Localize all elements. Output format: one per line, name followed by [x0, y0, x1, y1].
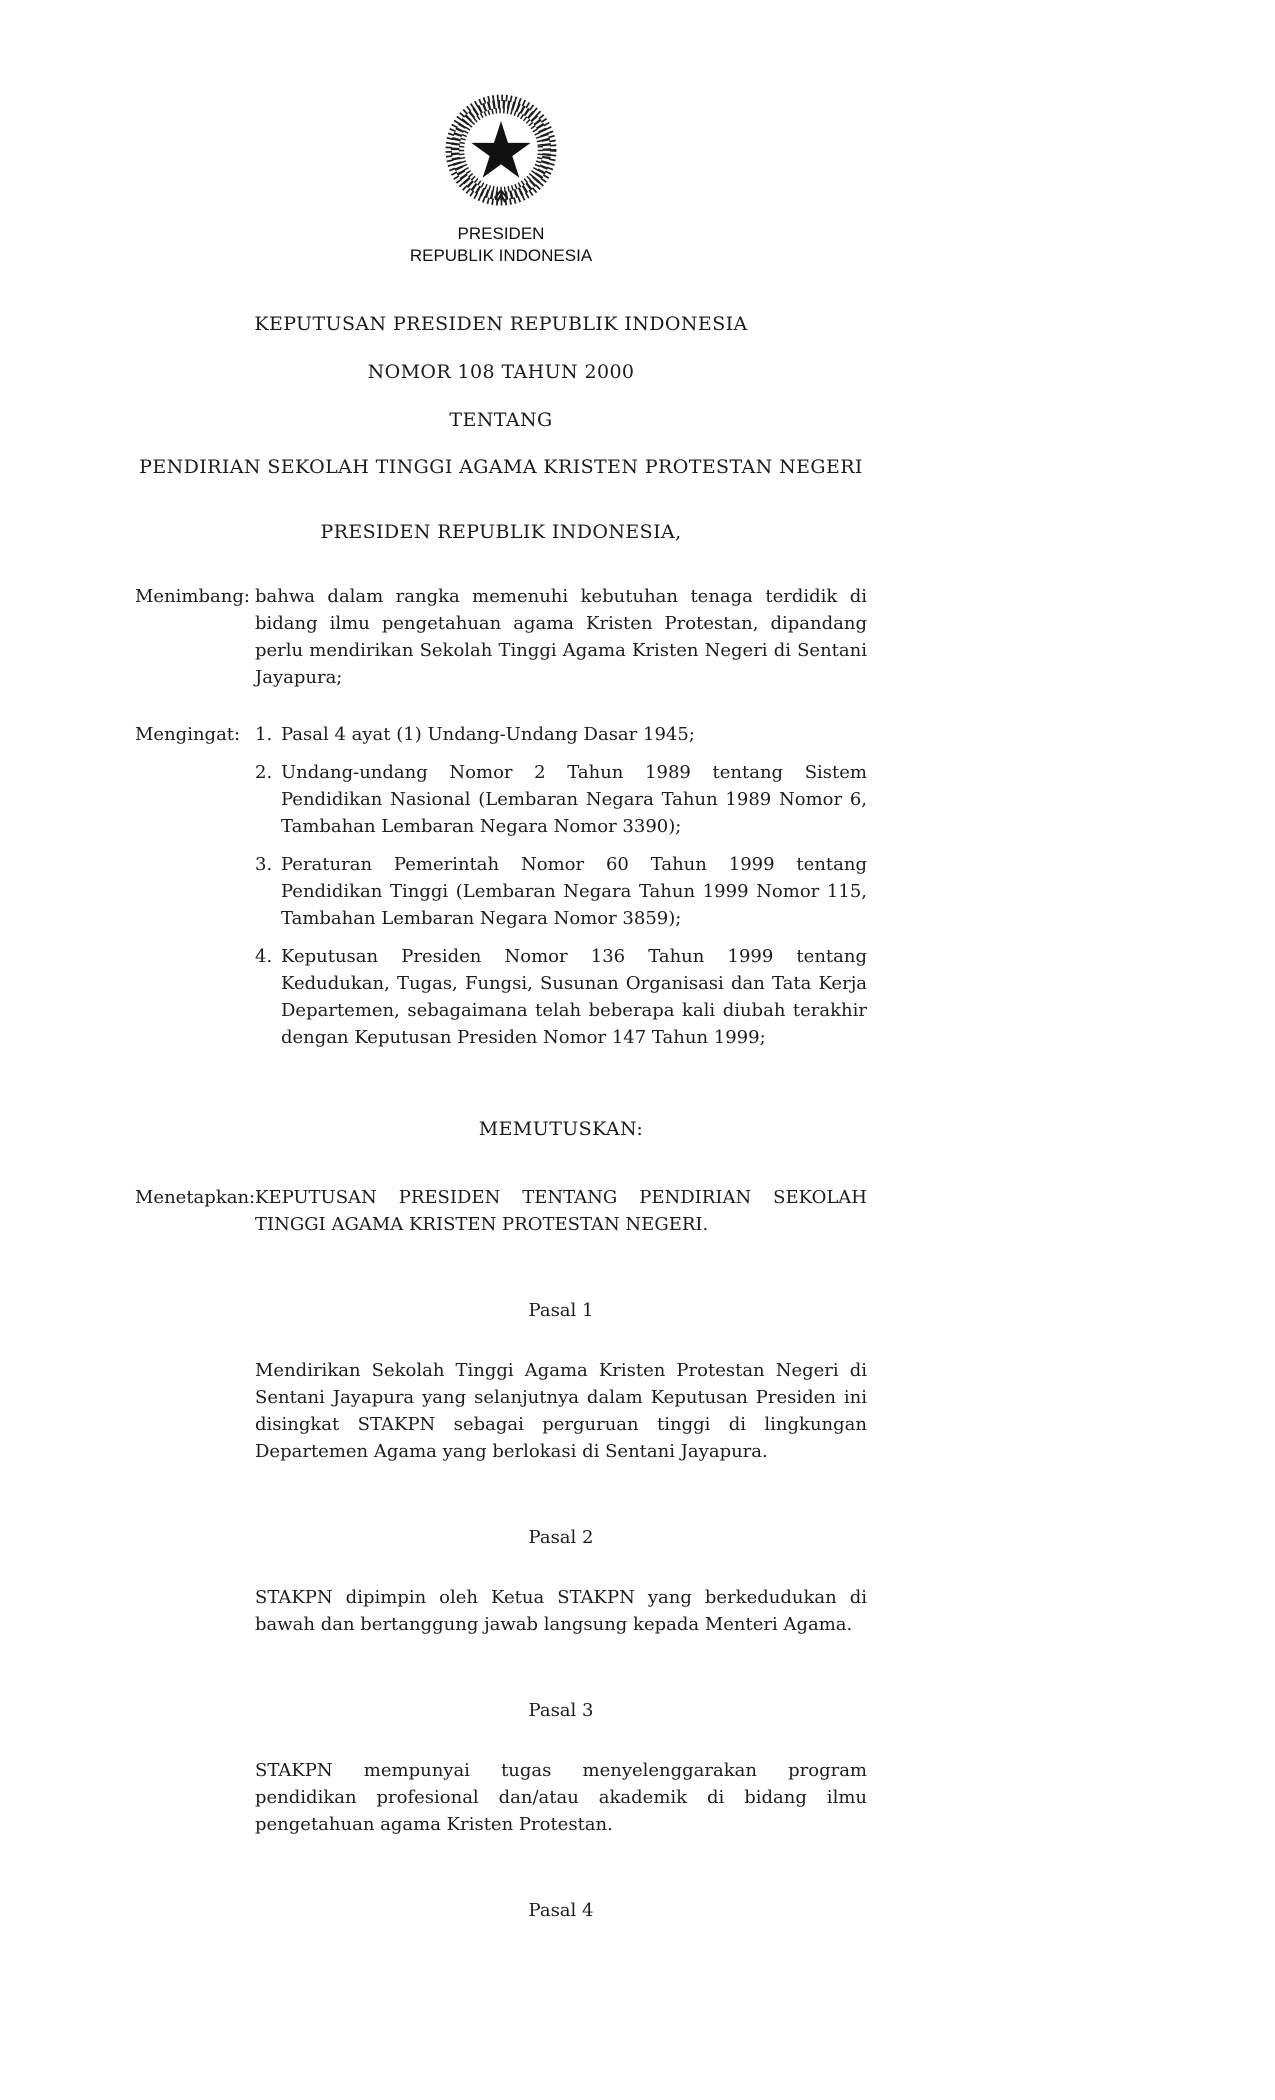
- decree-subject: PENDIRIAN SEKOLAH TINGGI AGAMA KRISTEN PROTESTAN NEGERI: [139, 456, 863, 479]
- section-mengingat: [135, 721, 867, 1062]
- letterhead-line1: PRESIDEN: [457, 224, 545, 243]
- mengingat-label: Mengingat: [135, 724, 235, 746]
- menetapkan-label-col: [135, 1184, 256, 1211]
- pasal-3-body: STAKPN mempunyai tugas menyelenggarakan program pendidikan profesional dan/atau akademik di bidang ilmu pengetahuan agama Kristen Protestan.: [255, 1760, 867, 1836]
- menimbang-label-col: [135, 583, 250, 610]
- legal-basis-item: Keputusan Presiden Nomor 136 Tahun 1999 tentang Kedudukan, Tugas, Fungsi, Susunan Organisasi dan Tata Kerja Departemen, sebagaimana telah beberapa kali diubah terakhir dengan Keputusan Presiden Nomor 147 Tahun 1999;: [281, 946, 867, 1049]
- legal-basis-list: [255, 721, 867, 1051]
- menimbang-text: bahwa dalam rangka memenuhi kebutuhan tenaga terdidik di bidang ilmu pengetahuan agama Kristen Protestan, dipandang perlu mendirikan Sekolah Tinggi Agama Kristen Negeri di Sentani Jayapura;: [255, 586, 867, 689]
- letterhead-text: [135, 223, 867, 267]
- menimbang-label: Menimbang: [135, 586, 244, 608]
- legal-basis-item: Peraturan Pemerintah Nomor 60 Tahun 1999 tentang Pendidikan Tinggi (Lembaran Negara Tahun 1999 Nomor 115, Tambahan Lembaran Negara Nomor 3859);: [281, 854, 867, 930]
- legal-basis-item: Pasal 4 ayat (1) Undang-Undang Dasar 1945;: [281, 724, 695, 746]
- pasal-3-heading: Pasal 3: [528, 1700, 594, 1722]
- mengingat-label-col: [135, 721, 240, 748]
- decision-block: [255, 1118, 867, 1140]
- legal-basis-item: Undang-undang Nomor 2 Tahun 1989 tentang Sistem Pendidikan Nasional (Lembaran Negara Tahun 1989 Nomor 6, Tambahan Lembaran Negara Nomor 3390);: [281, 762, 867, 838]
- section-menimbang: [135, 583, 867, 691]
- decree-content: [135, 85, 867, 1921]
- memutuskan-heading: MEMUTUSKAN:: [478, 1118, 644, 1141]
- decree-number: NOMOR 108 TAHUN 2000: [367, 360, 635, 383]
- articles-block: [255, 1300, 867, 1921]
- menetapkan-text: KEPUTUSAN PRESIDEN TENTANG PENDIRIAN SEKOLAH TINGGI AGAMA KRISTEN PROTESTAN NEGERI.: [255, 1187, 867, 1236]
- letterhead-emblem: [135, 85, 867, 217]
- pasal-2-heading: Pasal 2: [528, 1527, 594, 1549]
- menimbang-colon: :: [243, 586, 250, 608]
- menetapkan-label: Menetapkan: [135, 1187, 250, 1209]
- presidential-seal-icon: [437, 85, 565, 213]
- title-block: [135, 313, 867, 479]
- mengingat-list-wrap: [255, 721, 867, 1062]
- decree-tentang: TENTANG: [449, 408, 553, 431]
- pasal-1-body: Mendirikan Sekolah Tinggi Agama Kristen Protestan Negeri di Sentani Jayapura yang selanjutnya dalam Keputusan Presiden ini disingkat STAKPN sebagai perguruan tinggi di lingkungan Departemen Agama yang berlokasi di Sentani Jayapura.: [255, 1360, 867, 1463]
- menetapkan-colon: :: [249, 1187, 256, 1209]
- decree-title: KEPUTUSAN PRESIDEN REPUBLIK INDONESIA: [254, 313, 748, 335]
- salutation: PRESIDEN REPUBLIK INDONESIA,: [320, 521, 682, 544]
- pasal-4-heading: Pasal 4: [528, 1900, 594, 1922]
- pasal-1-heading: Pasal 1: [528, 1300, 594, 1322]
- section-menetapkan: [135, 1184, 867, 1238]
- pasal-2-body: STAKPN dipimpin oleh Ketua STAKPN yang berkedudukan di bawah dan bertanggung jawab langsung kepada Menteri Agama.: [255, 1587, 867, 1636]
- mengingat-colon: :: [234, 724, 241, 746]
- letterhead-line2: REPUBLIK INDONESIA: [409, 246, 593, 265]
